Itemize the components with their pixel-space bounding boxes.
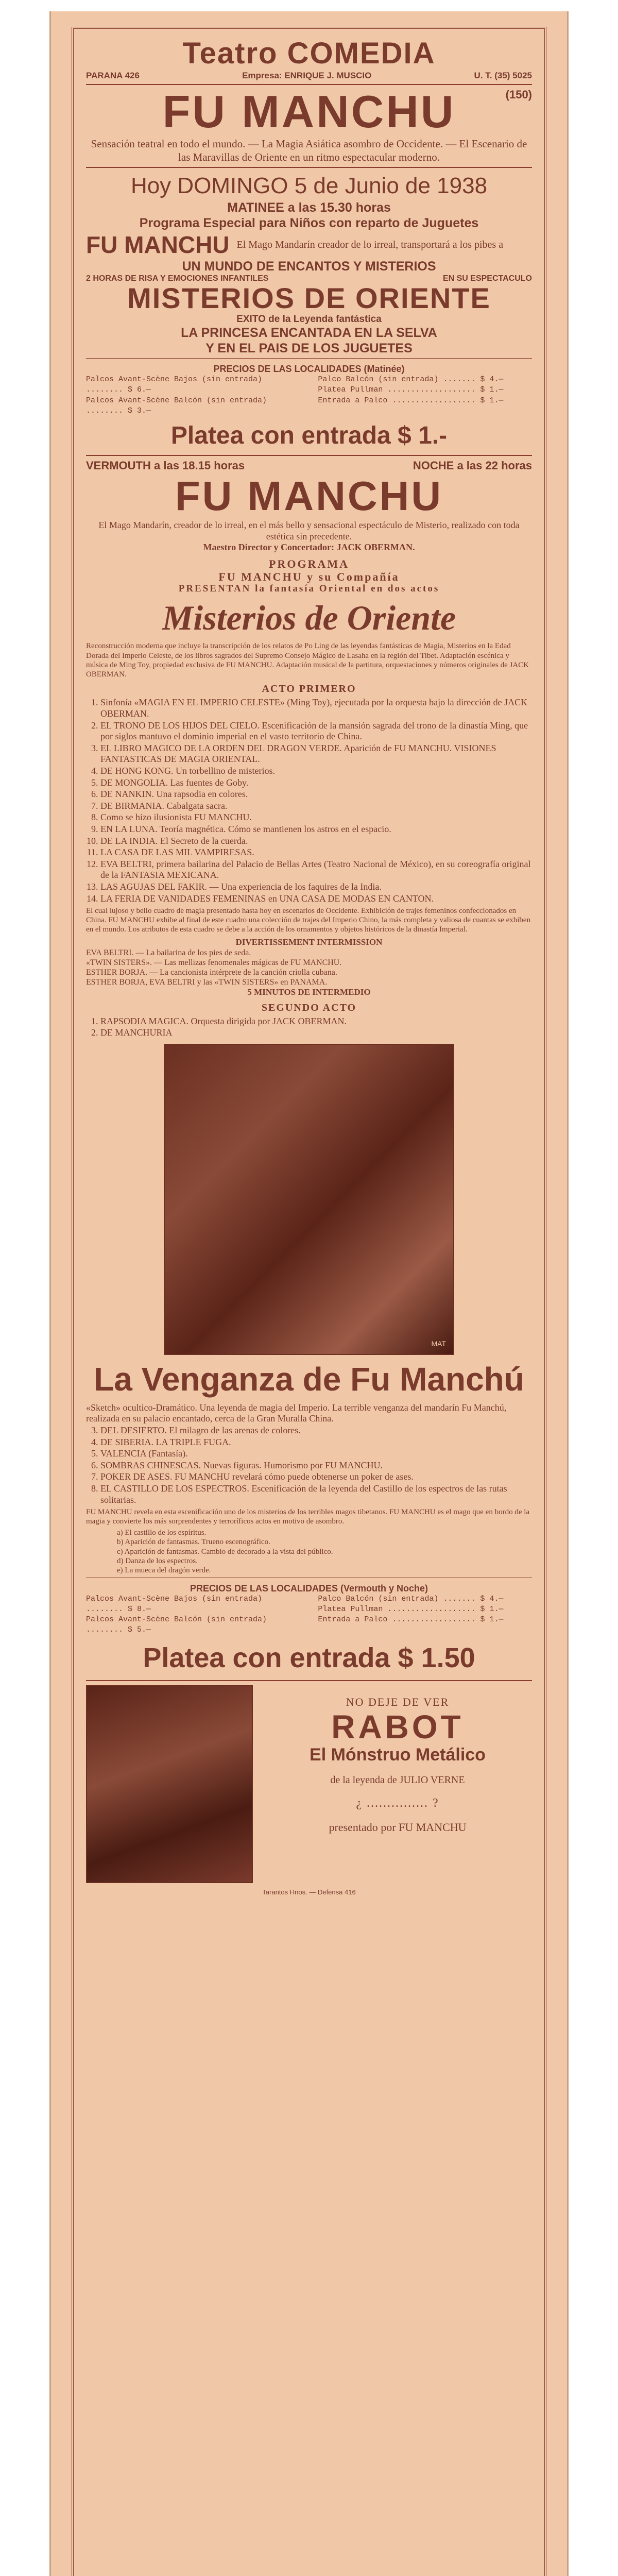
program-item: 5. DE MONGOLIA. Las fuentes de Goby.	[100, 777, 532, 789]
show-number: (150)	[505, 88, 532, 101]
photo-mark: MAT	[431, 1339, 446, 1348]
program-item: 8. EL CASTILLO DE LOS ESPECTROS. Escenificación de la leyenda del Castillo de los espectros de las rutas solitarias.	[100, 1483, 532, 1505]
vermouth-time: VERMOUTH a las 18.15 horas	[86, 459, 245, 472]
sub-item: d) Danza de los espectros.	[117, 1557, 198, 1566]
divider	[86, 455, 532, 456]
prices1-right	[318, 375, 532, 416]
prices2-head: PRECIOS DE LAS LOCALIDADES (Vermouth y Noche)	[190, 1583, 428, 1594]
printer-footer: Tarantos Hnos. — Defensa 416	[262, 1888, 356, 1896]
program-item: 2. EL TRONO DE LOS HIJOS DEL CIELO. Escenificación de la mansión sagrada del trono de la dinastía Ming, que por siglos mantuvo el dominio imperial en el vasto territorio de China.	[100, 720, 532, 742]
acto1-list	[86, 697, 532, 904]
acto1-note: El cual lujoso y bello cuadro de magia presentado hasta hoy en escenarios de Occidente. Exhibición de trajes femeninos confeccionados en China. FU MANCHU exhibe al final de este cuadro una colección de trajes del Imperio Chino, la más completa y valiosa de cuantas se exhiben en el mundo. Los atributos de esta cuadro se debe a la acción de los ornamentos y objetos históricos de la dinastía Imperial.	[86, 907, 531, 934]
program-item: 7. DE BIRMANIA. Cabalgata sacra.	[100, 801, 532, 812]
program-item: 3. DEL DESIERTO. El milagro de las arenas de colores.	[100, 1425, 532, 1436]
poster-sheet	[49, 11, 569, 2576]
rabot-leyenda: de la leyenda de JULIO VERNE	[330, 1774, 465, 1786]
header-info-row	[86, 71, 532, 81]
acto2-heading: SEGUNDO ACTO	[261, 1002, 357, 1013]
program-item: 10. DE LA INDIA. El Secreto de la cuerda.	[100, 836, 532, 847]
divert-head: DIVERTISSEMENT INTERMISSION	[235, 937, 383, 947]
program-item: 9. EN LA LUNA. Teoría magnética. Cómo se mantienen los astros en el espacio.	[100, 824, 532, 835]
theatre-title: Teatro COMEDIA	[182, 37, 436, 70]
program-item: 12. EVA BELTRI, primera bailarina del Palacio de Bellas Artes (Teatro Nacional de México), en su coreografía original de la FANTASIA MEXICANA.	[100, 859, 532, 881]
divert-line: EVA BELTRI. — La bailarina de los pies de seda.	[86, 948, 251, 957]
divider	[86, 167, 532, 168]
program-item: 1. Sinfonía «MAGIA EN EL IMPERIO CELESTE» (Ming Toy), ejecutada por la orquesta bajo la dirección de JACK OBERMAN.	[100, 697, 532, 719]
intro-text: Sensación teatral en todo el mundo. — La Magia Asiática asombro de Occidente. — El Escenario de las Maravillas de Oriente en un ritmo espectacular moderno.	[91, 138, 527, 163]
program-item: 2. DE MANCHURIA	[100, 1027, 532, 1039]
price-line: Palcos Avant-Scène Bajos (sin entrada) ........ $ 6.—	[86, 375, 263, 395]
mago-text: El Mago Mandarín, creador de lo irreal, en el más bello y sensacional espectáculo de Misterio, realizado con toda estética sin precedente.	[98, 520, 520, 541]
risa-right: EN SU ESPECTACULO	[442, 274, 532, 283]
sub-item: b) Aparición de fantasmas. Trueno escenográfico.	[117, 1538, 270, 1547]
divider	[86, 358, 532, 359]
rabot-photo	[86, 1685, 253, 1883]
prices2-table	[86, 1594, 532, 1636]
platea1: Platea con entrada $ 1.-	[170, 422, 448, 450]
prices2-right	[318, 1594, 532, 1636]
prices2-left	[86, 1594, 300, 1636]
price-line: Palcos Avant-Scène Balcón (sin entrada) ........ $ 5.—	[86, 1615, 267, 1635]
divider	[86, 84, 532, 85]
date-line: Hoy DOMINGO 5 de Junio de 1938	[130, 173, 488, 199]
program-item: 3. EL LIBRO MAGICO DE LA ORDEN DEL DRAGON VERDE. Aparición de FU MANCHU. VISIONES FANTASTICAS DE MAGIA ORIENTAL.	[100, 743, 532, 765]
fm-small-title: FU MANCHU	[86, 231, 230, 259]
program-item: 4. DE HONG KONG. Un torbellino de misterios.	[100, 766, 532, 777]
theatre-address: PARANA 426	[86, 71, 140, 80]
rabot-sub: El Mónstruo Metálico	[310, 1745, 486, 1765]
program-item: 1. RAPSODIA MAGICA. Orquesta dirigida por JACK OBERMAN.	[100, 1016, 532, 1027]
venganza-title: La Venganza de Fu Manchú	[94, 1360, 524, 1398]
main-title-2: FU MANCHU	[175, 473, 443, 519]
divert-line: «TWIN SISTERS». — Las mellizas fenomenales mágicas de FU MANCHU.	[86, 958, 342, 967]
divertissement	[86, 937, 532, 998]
risa-left: 2 HORAS DE RISA Y EMOCIONES INFANTILES	[86, 274, 269, 283]
prices1-table	[86, 375, 532, 416]
main-title-text: FU MANCHU	[162, 86, 456, 137]
divert-minutes: 5 MINUTOS DE INTERMEDIO	[247, 987, 371, 997]
evening-times	[86, 459, 532, 472]
stage-photo	[164, 1044, 454, 1355]
program-item: 6. DE NANKIN. Una rapsodia en colores.	[100, 789, 532, 800]
misterios-oriente-title: MISTERIOS DE ORIENTE	[127, 282, 491, 315]
program-item: 4. DE SIBERIA. LA TRIPLE FUGA.	[100, 1437, 532, 1448]
price-line: Platea Pullman ................... $ 1.—	[318, 385, 504, 395]
acto2a-list	[86, 1016, 532, 1039]
main-title	[86, 86, 532, 137]
sub-item: a) El castillo de los espíritus.	[117, 1529, 207, 1537]
rabot-section	[86, 1685, 532, 1883]
princesa-line: LA PRINCESA ENCANTADA EN LA SELVA	[181, 326, 437, 341]
fm-small-row	[86, 231, 532, 259]
sub-items	[86, 1528, 532, 1575]
program-item: 11. LA CASA DE LAS MIL VAMPIRESAS.	[100, 847, 532, 858]
theatre-empresa: Empresa: ENRIQUE J. MUSCIO	[242, 71, 372, 80]
acto2-note: FU MANCHU revela en esta escenificación uno de los misterios de los terribles magos tibetanos. FU MANCHU es el mago que en bordo de la magia y convierte los más sorprendentes y terroríficos actos en motivo de asombro.	[86, 1508, 530, 1526]
divert-line: ESTHER BORJA, EVA BELTRI y las «TWIN SISTERS» en PANAMA.	[86, 978, 328, 987]
rabot-presentado: presentado por FU MANCHU	[329, 1821, 467, 1834]
sub-item: e) La mueca del dragón verde.	[117, 1566, 211, 1575]
rabot-name: RABOT	[331, 1708, 464, 1745]
rabot-dots: ¿ ............... ?	[356, 1797, 439, 1810]
presentan-line: PRESENTAN la fantasía Oriental en dos actos	[178, 583, 440, 595]
matinee-time: MATINEE a las 15.30 horas	[227, 200, 391, 215]
program-item: 7. POKER DE ASES. FU MANCHU revelará cómo puede obtenerse un poker de ases.	[100, 1471, 532, 1483]
pais-line: Y EN EL PAIS DE LOS JUGUETES	[205, 341, 413, 356]
rabot-nodeje: NO DEJE DE VER	[346, 1695, 450, 1708]
theatre-phone: U. T. (35) 5025	[474, 71, 532, 80]
sketch-text: «Sketch» ocultico-Dramático. Una leyenda de magia del Imperio. La terrible venganza del mandarín Fu Manchú, realizada en su palacio encantado, cerca de la Gran Muralla China.	[86, 1402, 507, 1424]
divider	[86, 1680, 532, 1681]
fm-small-text: El Mago Mandarín creador de lo irreal, transportará a los pibes a	[236, 239, 504, 250]
program-item: 14. LA FERIA DE VANIDADES FEMENINAS en UNA CASA DE MODAS EN CANTON.	[100, 893, 532, 905]
platea2: Platea con entrada $ 1.50	[143, 1642, 475, 1673]
prices1-head: PRECIOS DE LAS LOCALIDADES (Matinée)	[213, 364, 405, 375]
sub-item: c) Aparición de fantasmas. Cambio de decorado a la vista del público.	[117, 1547, 333, 1556]
mundo-line: UN MUNDO DE ENCANTOS Y MISTERIOS	[182, 259, 436, 274]
price-line: Palcos Avant-Scène Balcón (sin entrada) ........ $ 3.—	[86, 396, 267, 415]
program-item: 13. LAS AGUJAS DEL FAKIR. — Una experiencia de los faquires de la India.	[100, 882, 532, 893]
program-item: 8. Como se hizo ilusionista FU MANCHU.	[100, 812, 532, 823]
program-item: 5. VALENCIA (Fantasía).	[100, 1448, 532, 1460]
exito-line: EXITO de la Leyenda fantástica	[236, 314, 382, 325]
acto1-heading: ACTO PRIMERO	[262, 683, 356, 695]
compania-line: FU MANCHU y su Compañía	[218, 570, 400, 584]
program-item: 6. SOMBRAS CHINESCAS. Nuevas figuras. Humorismo por FU MANCHU.	[100, 1460, 532, 1471]
rabot-text	[263, 1685, 532, 1883]
noche-time: NOCHE a las 22 horas	[413, 459, 532, 472]
poster-frame	[72, 27, 546, 2576]
acto2b-list	[86, 1425, 532, 1505]
programa-word: PROGRAMA	[269, 557, 349, 570]
misterios-title: Misterios de Oriente	[162, 598, 456, 638]
price-line: Entrada a Palco .................. $ 1.—	[318, 396, 504, 405]
price-line: Platea Pullman ................... $ 1.—	[318, 1604, 504, 1614]
price-line: Palco Balcón (sin entrada) ....... $ 4.—	[318, 1594, 504, 1603]
divert-line: ESTHER BORJA. — La cancionista intérprete de la canción criolla cubana.	[86, 968, 337, 977]
programa-ninos: Programa Especial para Niños con reparto de Juguetes	[139, 216, 479, 231]
director-line: Maestro Director y Concertador: JACK OBERMAN.	[203, 542, 415, 553]
price-line: Entrada a Palco .................. $ 1.—	[318, 1615, 504, 1624]
price-line: Palco Balcón (sin entrada) ....... $ 4.—	[318, 375, 504, 384]
prices1-left	[86, 375, 300, 416]
recon-text: Reconstrucción moderna que incluye la transcripción de los relatos de Po Ling de las leyendas fantásticas de Magia, Misterios en la Edad Dorada del Imperio Celeste, de los libros sagrados del Supremo Consejo Mágico de Lasaha en la región del Tibet. Adaptación escénica y música de Ming Toy, propiedad exclusiva de FU MANCHU. Adaptación musical de la partitura, orquestaciones y números originales de JACK OBERMAN.	[86, 642, 529, 679]
price-line: Palcos Avant-Scène Bajos (sin entrada) ........ $ 8.—	[86, 1594, 263, 1614]
